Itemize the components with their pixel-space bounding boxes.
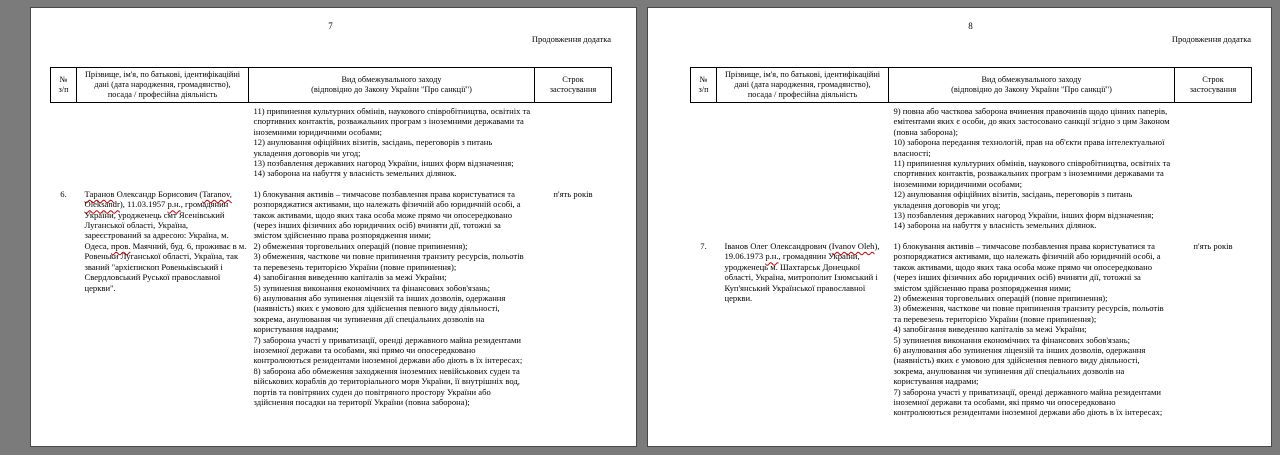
header-cell-num [51, 68, 77, 103]
measure-item: 13) позбавлення державних нагород України, інших форм відзначення; [253, 158, 514, 169]
page-content [690, 8, 1251, 418]
header-line: Вид обмежувального заходу [341, 75, 442, 84]
row-number-cell: 7. [700, 240, 707, 251]
header-cell-name [717, 68, 889, 103]
table-header-row [691, 68, 1252, 103]
carryover-measures-cell [889, 103, 1175, 231]
measure-item: 13) позбавлення державних нагород України, інших форм відзначення; [893, 210, 1154, 221]
header-cell-measure [889, 68, 1175, 103]
measure-item: 1) блокування активів – тимчасове позбавлення права користуватися та розпоряджатися активами, що належать фізичній або юридичній особі, а також активами, щодо яких така особа може прямо чи опосередковано (через інших фізичних або юридичних осіб) вчиняти дії, тотожні за змістом здійсненню права розпорядження ними; [253, 188, 521, 241]
header-line: дані (дата народження, громадянство), [734, 80, 871, 89]
continuation-label: Продовження додатка [1171, 34, 1251, 44]
name-text: ), 19.06.1973 [724, 240, 880, 262]
header-line: Прізвище, ім'я, по батькові, ідентифікаційні [84, 70, 241, 79]
carryover-num-cell [51, 103, 77, 179]
term-cell: п'ять років [553, 188, 593, 199]
name-text: ), 11.03.1957 [119, 199, 168, 210]
measures-cell [889, 238, 1175, 418]
carryover-num-cell [691, 103, 717, 231]
header-line: застосування [549, 85, 597, 94]
page-content [50, 8, 611, 407]
carryover-name-cell [717, 103, 889, 231]
header-line: Строк [1202, 75, 1224, 84]
header-line: Прізвище, ім'я, по батькові, ідентифікаційні [724, 70, 881, 79]
measure-item: 3) обмеження, часткове чи повне припинення транзиту ресурсів, польотів та перевезень територією України (повне припинення); [893, 303, 1164, 324]
header-line: посада / професійна діяльність [107, 90, 218, 99]
document-page-7 [30, 7, 637, 447]
page-number: 7 [328, 21, 333, 31]
misspelled-text: Taranov, Oleksandr [84, 188, 232, 210]
header-line: Вид обмежувального заходу [981, 75, 1082, 84]
person-name-cell [77, 186, 249, 408]
header-cell-measure [249, 68, 535, 103]
measure-item: 12) анулювання офіційних візитів, засідань, переговорів з питань укладення договорів чи угод; [253, 137, 493, 158]
name-text: , громадянин України, уродженець м. Шахтарськ Донецької області, Україна, митрополит Ізюмський і Куп'янський Української православної церкви. [724, 251, 878, 303]
header-line: № [59, 75, 68, 84]
measures-cell [249, 186, 535, 408]
header-line: з/п [58, 85, 69, 94]
header-line: застосування [1189, 85, 1237, 94]
measure-item: 6) анулювання або зупинення ліцензій та інших дозволів, одержання (наявність) яких є умовою для здійснення певного виду діяльності, зокрема, анулювання чи зупинення дії спеціальних дозволів на користування надрами; [893, 344, 1146, 387]
carryover-row [691, 103, 1252, 231]
sanctions-table [50, 67, 612, 407]
misspelled-text: Таранов [84, 188, 115, 199]
header-line: (відповідно до Закону України "Про санкції") [311, 85, 472, 94]
row-gap [51, 179, 612, 186]
measure-item: 5) зупинення виконання економічних та фінансових зобов'язань; [253, 282, 490, 293]
measure-item: 11) припинення культурних обмінів, наукового співробітництва, освітніх та спортивних контактів, розважальних програм з іноземними державами та іноземними юридичними особами; [893, 158, 1171, 189]
measure-item: 14) заборона на набуття у власність земельних ділянок. [253, 168, 457, 179]
measure-item: 7) заборона участі у приватизації, оренді державного майна резидентами іноземної держави та особами, які прямо чи опосередковано контролюються резидентами іноземної держави або діють в їх інтересах; [893, 386, 1163, 418]
header-cell-num [691, 68, 717, 103]
measure-item: 5) зупинення виконання економічних та фінансових зобов'язань; [893, 334, 1130, 345]
name-text: Іванов Олег Олександрович ( [724, 240, 832, 251]
header-line: з/п [698, 85, 709, 94]
measure-item: 4) запобігання виведенню капіталів за межі України; [893, 324, 1087, 335]
measure-item: 10) заборона передання технологій, прав на об'єкти права інтелектуальної власності; [893, 137, 1165, 158]
table-row [51, 186, 612, 408]
continuation-label: Продовження додатка [531, 34, 611, 44]
measure-item: 14) заборона на набуття у власність земельних ділянок. [893, 220, 1097, 231]
carryover-row [51, 103, 612, 179]
table-row [691, 238, 1252, 418]
measure-item: 2) обмеження торговельних операцій (повне припинення); [253, 240, 468, 251]
measure-item: 1) блокування активів – тимчасове позбавлення права користуватися та розпоряджатися активами, що належать фізичній або юридичній особі, а також активами, щодо яких така особа може прямо чи опосередковано (через інших фізичних або юридичних осіб) вчиняти дії, тотожні за змістом здійсненню права розпорядження ними; [893, 240, 1161, 293]
measure-item: 6) анулювання або зупинення ліцензій та інших дозволів, одержання (наявність) яких є умовою для здійснення певного виду діяльності, зокрема, анулювання чи зупинення дії спеціальних дозволів на користування надрами; [253, 292, 506, 335]
sanctions-table [690, 67, 1252, 418]
carryover-term-cell [535, 103, 612, 179]
carryover-measures-cell [249, 103, 535, 179]
header-cell-term [1175, 68, 1252, 103]
measure-item: 2) обмеження торговельних операцій (повне припинення); [893, 292, 1108, 303]
misspelled-text: р.н. [167, 199, 181, 210]
measure-item: 12) анулювання офіційних візитів, засідань, переговорів з питань укладення договорів чи угод; [893, 189, 1133, 210]
person-name-cell [717, 238, 889, 418]
row-number-cell: 6. [60, 188, 67, 199]
measure-item: 4) запобігання виведенню капіталів за межі України; [253, 272, 447, 283]
misspelled-text: р.н. [765, 251, 779, 262]
row-gap [691, 231, 1252, 238]
name-text: Олександр Борисович ( [114, 188, 203, 199]
carryover-term-cell [1175, 103, 1252, 231]
carryover-name-cell [77, 103, 249, 179]
header-line: Строк [562, 75, 584, 84]
header-line: посада / професійна діяльність [747, 90, 858, 99]
table-header-row [51, 68, 612, 103]
measure-item: 7) заборона участі у приватизації, оренді державного майна резидентами іноземної держави та особами, які прямо чи опосередковано контролюються резидентами іноземної держави або діють в їх інтересах; [253, 334, 523, 366]
document-page-8 [647, 7, 1272, 447]
header-cell-term [535, 68, 612, 103]
measure-item: 9) повна або часткова заборона вчинення правочинів щодо цінних паперів, емітентами яких є особи, до яких застосовано санкції згідно з цим Законом (повна заборона); [893, 106, 1170, 137]
page-number: 8 [968, 21, 973, 31]
name-text: Маячний, буд. 6, проживає в м. Ровеньки Луганської області, Україна, так званий "архієпископ Ровеньківський і Свердловський Руської православної церкви". [84, 240, 247, 293]
header-line: (відповідно до Закону України "Про санкції") [951, 85, 1112, 94]
name-text: , громадянин України, уродженець смт Ясенівський Луганської області, Україна, зареєстрований за адресою: Україна, м. Одеса, [84, 199, 229, 251]
measure-item: 8) заборона або обмеження заходження іноземних невійськових суден та військових кораблів до територіального моря України, її внутрішніх вод, портів та повітряних суден до повітряного простору України або здійснення посадки на території України (повна заборона); [253, 365, 520, 407]
misspelled-text: Ivanov Oleh [831, 240, 875, 251]
measure-item: 3) обмеження, часткове чи повне припинення транзиту ресурсів, польотів та перевезень територією України (повне припинення); [253, 251, 524, 272]
misspelled-text: пров. [111, 240, 131, 251]
header-line: дані (дата народження, громадянство), [94, 80, 231, 89]
term-cell: п'ять років [1193, 240, 1233, 251]
measure-item: 11) припинення культурних обмінів, наукового співробітництва, освітніх та спортивних контактів, розважальних програм з іноземними державами та іноземними юридичними особами; [253, 106, 531, 137]
header-cell-name [77, 68, 249, 103]
header-line: № [699, 75, 708, 84]
